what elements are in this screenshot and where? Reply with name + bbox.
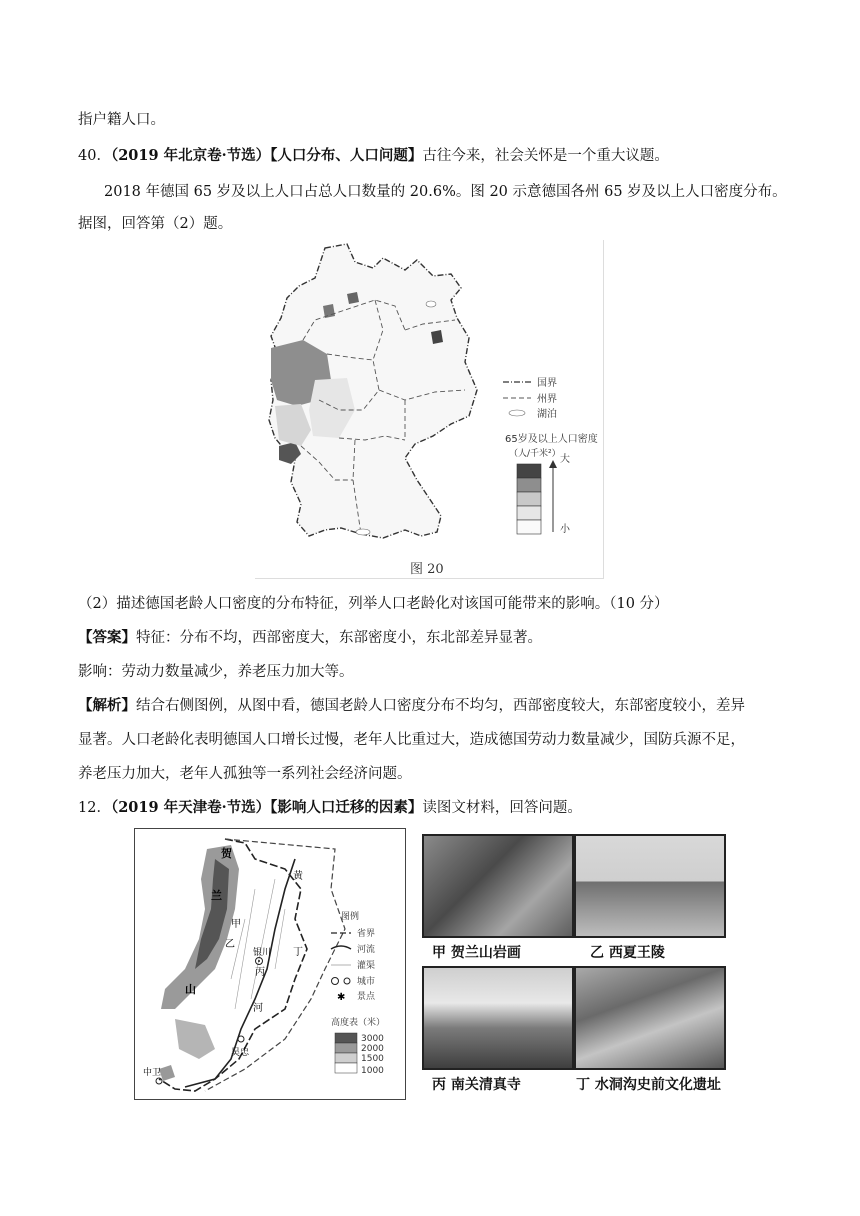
photo-shuidonggou xyxy=(574,966,726,1070)
question-number: 12． xyxy=(78,800,111,816)
map-legend xyxy=(503,377,598,535)
legend-lake-label: 湖泊 xyxy=(537,409,557,420)
legend-border-label: 国界 xyxy=(537,378,557,389)
svg-text:3000: 3000 xyxy=(361,1034,384,1044)
lake xyxy=(356,529,370,535)
answer-line-2: 影响：劳动力数量减少，养老压力加大等。 xyxy=(78,664,354,680)
question-number: 40． xyxy=(78,148,111,164)
photo-caption: 丙 南关清真寺 xyxy=(432,1077,521,1093)
analysis-text: 结合右侧图例，从图中看，德国老龄人口密度分布不均匀，西部密度较大，东部密度较小，差异 xyxy=(136,698,745,714)
analysis-line-3: 养老压力加大，老年人孤独等一系列社会经济问题。 xyxy=(78,766,412,782)
svg-text:城市: 城市 xyxy=(357,977,376,987)
legend-small: 小 xyxy=(560,524,570,535)
question-source: （2019 年北京卷·节选） xyxy=(110,147,271,164)
paragraph-line: 据图，回答第（2）题。 xyxy=(78,216,233,232)
photo-caption: 甲 贺兰山岩画 xyxy=(432,945,521,961)
label-he2: 河 xyxy=(253,1003,263,1014)
analysis-line xyxy=(78,696,745,716)
question-intro: 古往今来，社会关怀是一个重大议题。 xyxy=(422,148,669,164)
legend-state-label: 州界 xyxy=(537,394,557,405)
city-wuzhong: 吴忠 xyxy=(231,1048,250,1058)
svg-text:1000: 1000 xyxy=(361,1066,384,1076)
question-12-heading xyxy=(78,798,582,818)
photo-rock-art xyxy=(422,834,574,938)
svg-text:省界: 省界 xyxy=(357,929,376,939)
legend-big: 大 xyxy=(560,454,570,465)
site-ding: 丁 xyxy=(293,947,303,958)
question-source: （2019 年天津卷·节选） xyxy=(110,799,271,816)
question-40-heading xyxy=(78,146,669,166)
question-topic: 【影响人口迁移的因素】 xyxy=(270,799,423,816)
svg-text:河流: 河流 xyxy=(357,945,376,955)
site-bing: 丙 xyxy=(255,967,265,978)
svg-text:2000: 2000 xyxy=(361,1044,384,1054)
site-jia: 甲 xyxy=(231,919,241,930)
answer-line xyxy=(78,628,542,648)
city-yinchuan: 银川 xyxy=(253,948,272,958)
figure-caption: 图 20 xyxy=(410,562,444,577)
label-shan: 山 xyxy=(185,983,196,996)
question-topic: 【人口分布、人口问题】 xyxy=(270,147,423,164)
legend-unit: （人/千米²） xyxy=(509,449,561,459)
svg-text:✱: ✱ xyxy=(337,992,346,1003)
figure-20-germany-map xyxy=(255,240,604,579)
answer-tag: 【答案】 xyxy=(78,629,136,646)
germany-map-svg xyxy=(255,240,603,578)
state-hamburg-dark xyxy=(347,292,359,304)
ningxia-map xyxy=(134,828,406,1100)
photo-caption: 乙 西夏王陵 xyxy=(590,945,665,961)
ningxia-legend xyxy=(331,910,385,1076)
legend-title: 图例 xyxy=(341,912,360,922)
text-line-1: 指户籍人口。 xyxy=(78,112,165,128)
svg-text:景点: 景点 xyxy=(357,992,376,1002)
photo-mosque xyxy=(422,966,574,1070)
lake xyxy=(426,301,436,307)
sub-question-2: （2）描述德国老龄人口密度的分布特征，列举人口老龄化对该国可能带来的影响。（10 分） xyxy=(78,596,669,612)
question-intro: 读图文材料，回答问题。 xyxy=(422,800,582,816)
ningxia-map-svg xyxy=(135,829,405,1099)
svg-text:1500: 1500 xyxy=(361,1054,384,1064)
legend-title: 65岁及以上人口密度 xyxy=(505,434,598,445)
analysis-tag: 【解析】 xyxy=(78,697,136,714)
svg-text:灌渠: 灌渠 xyxy=(357,961,376,971)
label-lan: 兰 xyxy=(211,889,222,902)
site-yi: 乙 xyxy=(225,939,235,950)
state-berlin-dark xyxy=(431,330,443,344)
label-huang: 黄 xyxy=(293,871,303,882)
state-bremen-dark xyxy=(323,304,335,318)
city-zhongwei: 中卫 xyxy=(143,1068,162,1078)
photo-caption: 丁 水洞沟史前文化遗址 xyxy=(576,1077,721,1093)
label-he: 贺 xyxy=(221,847,232,860)
analysis-line-2: 显著。人口老龄化表明德国人口增长过慢，老年人比重过大，造成德国劳动力数量减少，国防兵源不足， xyxy=(78,732,745,748)
elev-title: 高度表（米） xyxy=(331,1018,386,1028)
paragraph-line: 2018 年德国 65 岁及以上人口占总人口数量的 20.6%。图 20 示意德国各州 65 岁及以上人口密度分布。 xyxy=(104,184,787,200)
photo-grid xyxy=(416,828,728,1098)
photo-xixia-tombs xyxy=(574,834,726,938)
answer-text: 特征：分布不均，西部密度大，东部密度小，东北部差异显著。 xyxy=(136,630,542,646)
